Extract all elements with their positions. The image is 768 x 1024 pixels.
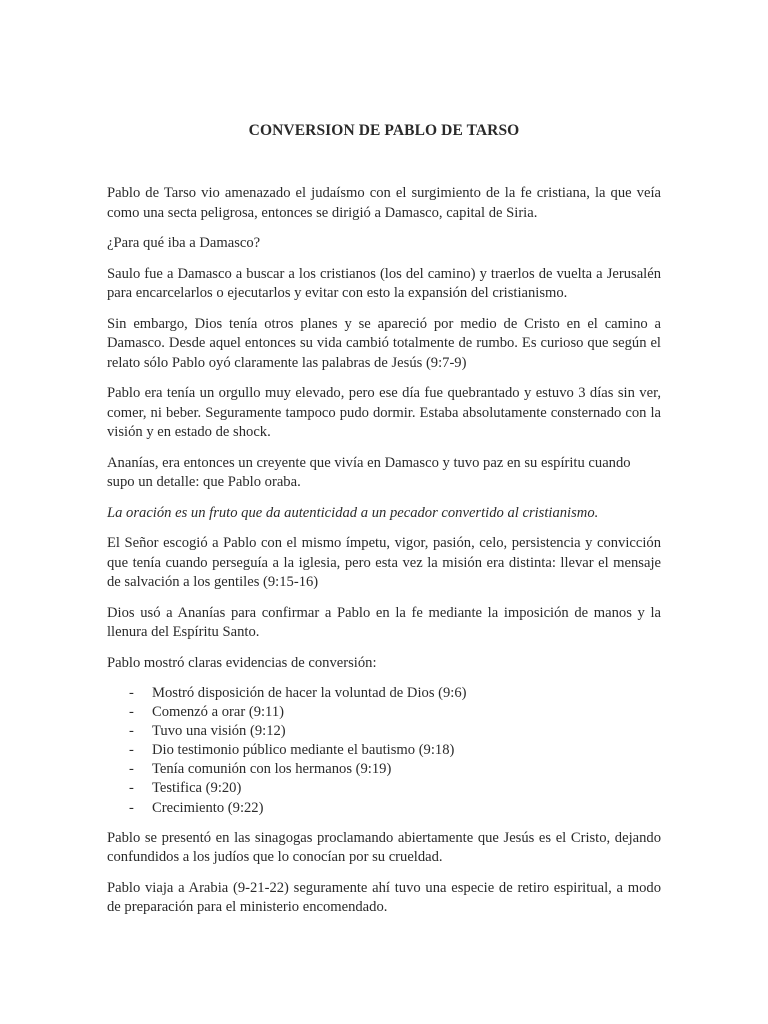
- document-page: [107, 0, 661, 1024]
- list-item: [107, 760, 661, 779]
- list-item-text: Dio testimonio público mediante el bautismo (9:18): [152, 742, 455, 759]
- list-marker: -: [129, 799, 134, 816]
- paragraph-intro: Pablo de Tarso vio amenazado el judaísmo con el surgimiento de la fe cristiana, la que veía como una secta peligrosa, entonces se dirigió a Damasco, capital de Siria.: [107, 185, 661, 221]
- paragraph-dios-uso: Dios usó a Ananías para confirmar a Pablo en la fe mediante la imposición de manos y la llenura del Espíritu Santo.: [107, 604, 661, 640]
- list-item-text: Comenzó a orar (9:11): [152, 704, 284, 721]
- list-item-text: Tenía comunión con los hermanos (9:19): [152, 761, 392, 778]
- list-marker: -: [129, 723, 134, 740]
- list-item: [107, 703, 661, 722]
- document-body: [107, 184, 661, 929]
- paragraph-damasco: Sin embargo, Dios tenía otros planes y se apareció por medio de Cristo en el camino a Damasco. Desde aquel entonces su vida cambió totalmente de rumbo. Es curioso que según el relato sólo Pablo oyó claramente las palabras de Jesús (9:7-9): [107, 315, 661, 371]
- list-item: [107, 684, 661, 703]
- list-item: [107, 779, 661, 798]
- list-marker: -: [129, 742, 134, 759]
- document-title: CONVERSION DE PABLO DE TARSO: [248, 122, 520, 139]
- list-item-text: Mostró disposición de hacer la voluntad de Dios (9:6): [152, 685, 467, 701]
- paragraph-escogio: El Señor escogió a Pablo con el mismo ímpetu, vigor, pasión, celo, persistencia y convicción que tenía cuando perseguía a la iglesia, pero esta vez la misión era distinta: llevar el mensaje de salvación a los gentiles (9:15-16): [107, 535, 661, 590]
- list-item: [107, 722, 661, 741]
- list-item: [107, 741, 661, 760]
- paragraph-question: ¿Para qué iba a Damasco?: [107, 235, 261, 251]
- evidence-list: [107, 684, 661, 818]
- paragraph-evidencias-intro: Pablo mostró claras evidencias de conversión:: [107, 654, 377, 671]
- list-marker: -: [129, 704, 134, 721]
- paragraph-arabia: Pablo viaja a Arabia (9-21-22) seguramente ahí tuvo una especie de retiro espiritual, a modo de preparación para el ministerio encomendado.: [107, 879, 661, 916]
- list-item-text: Testifica (9:20): [152, 780, 242, 797]
- paragraph-orgullo: Pablo era tenía un orgullo muy elevado, pero ese día fue quebrantado y estuvo 3 días sin ver, comer, ni beber. Seguramente tampoco pudo dormir. Estaba absolutamente consternado con la visión y en estado de shock.: [107, 385, 661, 440]
- list-item-text: Crecimiento (9:22): [152, 799, 264, 816]
- list-marker: -: [129, 780, 134, 797]
- paragraph-sinagogas: Pablo se presentó en las sinagogas proclamando abiertamente que Jesús es el Cristo, dejando confundidos a los judíos que lo conocían por su crueldad.: [107, 829, 661, 866]
- paragraph-ananias: Ananías, era entonces un creyente que vivía en Damasco y tuvo paz en su espíritu cuando supo un detalle: que Pablo oraba.: [107, 454, 631, 490]
- list-item: [107, 799, 661, 818]
- paragraph-saulo: Saulo fue a Damasco a buscar a los cristianos (los del camino) y traerlos de vuelta a Jerusalén para encarcelarlos o ejecutarlos y evitar con esto la expansión del cristianismo.: [107, 265, 661, 301]
- list-marker: -: [129, 761, 134, 778]
- quote-oracion: La oración es un fruto que da autenticidad a un pecador convertido al cristianismo.: [107, 504, 599, 521]
- list-marker: -: [129, 685, 134, 701]
- list-item-text: Tuvo una visión (9:12): [152, 723, 286, 740]
